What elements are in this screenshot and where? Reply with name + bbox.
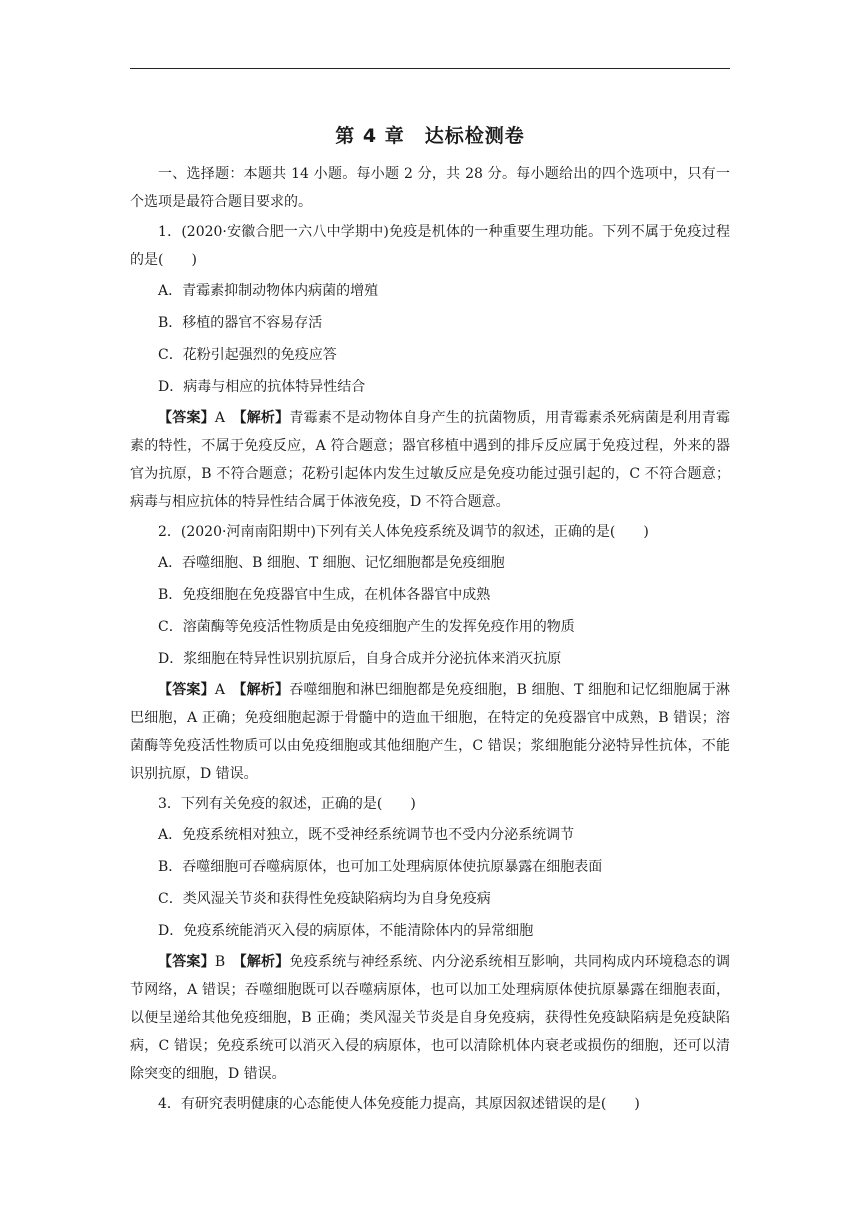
question-2-option-d: D．浆细胞在特异性识别抗原后，自身合成并分泌抗体来消灭抗原 [158, 651, 562, 667]
question-3-option-a: A．免疫系统相对独立，既不受神经系统调节也不受内分泌系统调节 [158, 827, 575, 843]
question-2-stem: 2．(2020·河南南阳期中)下列有关人体免疫系统及调节的叙述，正确的是( ) [158, 524, 649, 540]
analysis-text: 青霉素不是动物体自身产生的抗菌物质，用青霉素杀死病菌是利用青霉素的特性，不属于免疫反应，A 符合题意；器官移植中遇到的排斥反应属于免疫过程，外来的器官为抗原，B 不符合题意；花粉引起体内发生过敏反应是免疫功能过强引起的，C 不符合题意；病毒与相应抗体的特异性结合属于体液免疫，D 不符合题意。 [130, 410, 731, 510]
document-body [130, 160, 730, 1120]
question-1-option-a: A．青霉素抑制动物体内病菌的增殖 [158, 283, 379, 299]
page-title: 第 4 章 达标检测卷 [335, 125, 525, 147]
answer-label: 【答案】 [158, 682, 215, 698]
answer-value: A [214, 682, 225, 698]
question-3-option-b: B．吞噬细胞可吞噬病原体，也可加工处理病原体使抗原暴露在细胞表面 [158, 859, 603, 875]
question-2-answer-block [130, 676, 730, 788]
question-4-stem: 4．有研究表明健康的心态能使人体免疫能力提高，其原因叙述错误的是( ) [158, 1096, 640, 1112]
question-3-option-c: C．类风湿关节炎和获得性免疫缺陷病均为自身免疫病 [158, 891, 491, 907]
answer-label: 【答案】 [158, 410, 215, 426]
answer-value: A [214, 410, 226, 426]
question-1-option-c: C．花粉引起强烈的免疫应答 [158, 347, 337, 363]
question-3-option-d: D．免疫系统能消灭入侵的病原体，不能清除体内的异常细胞 [158, 923, 534, 939]
header-rule [130, 68, 730, 69]
analysis-label: 【解析】 [239, 410, 290, 426]
question-2-option-a: A．吞噬细胞、B 细胞、T 细胞、记忆细胞都是免疫细胞 [158, 555, 505, 571]
analysis-text: 免疫系统与神经系统、内分泌系统相互影响，共同构成内环境稳态的调节网络，A 错误；吞噬细胞既可以吞噬病原体，也可以加工处理病原体使抗原暴露在细胞表面，以便呈递给其他免疫细胞，B 正确；类风湿关节炎是自身免疫病，获得性免疫缺陷病是免疫缺陷病，C 错误；免疫系统可以消灭入侵的病原体，也可以清除机体内衰老或损伤的细胞，还可以清除突变的细胞，D 错误。 [130, 954, 731, 1082]
question-2-option-c: C．溶菌酶等免疫活性物质是由免疫细胞产生的发挥免疫作用的物质 [158, 619, 575, 635]
question-1-option-d: D．病毒与相应的抗体特异性结合 [158, 379, 366, 395]
question-1-option-b: B．移植的器官不容易存活 [158, 315, 323, 331]
analysis-label: 【解析】 [239, 682, 290, 698]
answer-value: B [214, 954, 226, 970]
question-3-answer-block [130, 948, 730, 1088]
answer-label: 【答案】 [158, 954, 215, 970]
question-2-option-b: B．免疫细胞在免疫器官中生成，在机体各器官中成熟 [158, 587, 491, 603]
question-1-answer-block [130, 404, 730, 516]
analysis-label: 【解析】 [239, 954, 290, 970]
section-instructions: 一、选择题：本题共 14 小题。每小题 2 分，共 28 分。每小题给出的四个选项中，只有一个选项是最符合题目要求的。 [130, 166, 730, 210]
analysis-text: 吞噬细胞和淋巴细胞都是免疫细胞，B 细胞、T 细胞和记忆细胞属于淋巴细胞，A 正确；免疫细胞起源于骨髓中的造血干细胞，在特定的免疫器官中成熟，B 错误；溶菌酶等免疫活性物质可以由免疫细胞或其他细胞产生，C 错误；浆细胞能分泌特异性抗体，不能识别抗原，D 错误。 [130, 682, 731, 782]
question-1-stem: 1．(2020·安徽合肥一六八中学期中)免疫是机体的一种重要生理功能。下列不属于免疫过程的是( ) [130, 224, 730, 268]
question-3-stem: 3．下列有关免疫的叙述，正确的是( ) [158, 796, 416, 812]
